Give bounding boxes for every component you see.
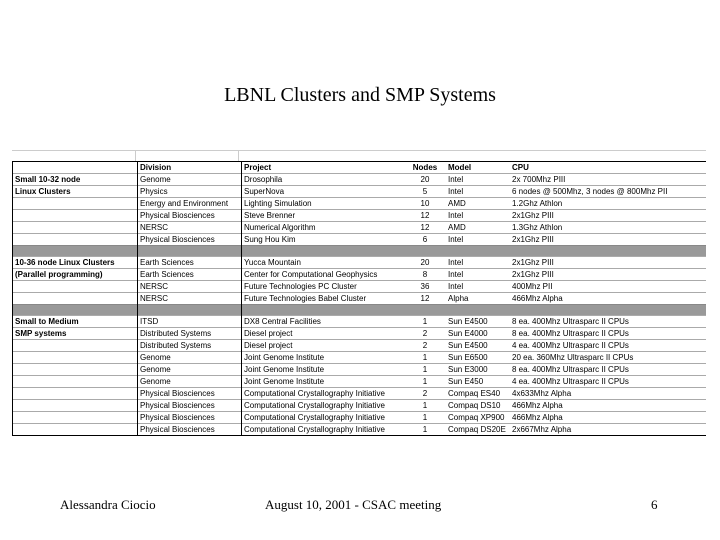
table-cell: 10-36 node Linux Clusters (13, 257, 138, 269)
table-row (13, 198, 707, 210)
table-cell: 2x 700Mhz PIII (510, 174, 706, 186)
table-cell: 6 nodes @ 500Mhz, 3 nodes @ 800Mhz PII (510, 186, 706, 198)
table-cell: 5 (404, 186, 446, 198)
table-cell: 1 (404, 424, 446, 436)
table-row (13, 234, 707, 246)
table-row (13, 210, 707, 222)
table-cell (13, 198, 138, 210)
table-cell: Physical Biosciences (138, 234, 242, 246)
table-cell (13, 400, 138, 412)
table-cell (13, 412, 138, 424)
table-cell: Physical Biosciences (138, 210, 242, 222)
table-row (13, 412, 707, 424)
table-cell (13, 210, 138, 222)
table-cell: Sun E450 (446, 376, 510, 388)
table-cell (138, 305, 242, 316)
table-cell: Lighting Simulation (242, 198, 405, 210)
table-cell: Sun E4500 (446, 340, 510, 352)
table-cell: 12 (404, 222, 446, 234)
table-cell: Intel (446, 269, 510, 281)
table-header-row (13, 162, 707, 174)
table-cell: Distributed Systems (138, 328, 242, 340)
table-cell: Division (138, 162, 242, 174)
table-cell: Physics (138, 186, 242, 198)
table-cell (13, 340, 138, 352)
table-cell: 8 ea. 400Mhz Ultrasparc II CPUs (510, 328, 706, 340)
table-cell: 12 (404, 210, 446, 222)
table-cell: NERSC (138, 281, 242, 293)
table-cell: Center for Computational Geophysics (242, 269, 405, 281)
table-row (13, 281, 707, 293)
table-row (13, 328, 707, 340)
table-cell: Future Technologies PC Cluster (242, 281, 405, 293)
table-cell: 4 ea. 400Mhz Ultrasparc II CPUs (510, 376, 706, 388)
table-cell (138, 246, 242, 257)
table-cell: Intel (446, 257, 510, 269)
table-cell: 2x1Ghz PIII (510, 234, 706, 246)
table-cell (242, 246, 405, 257)
table-cell: Genome (138, 352, 242, 364)
table-cell: ITSD (138, 316, 242, 328)
table-cell: Genome (138, 174, 242, 186)
table-cell (13, 162, 138, 174)
table-cell (13, 352, 138, 364)
table-cell: DX8 Central Facilities (242, 316, 405, 328)
table-cell: 12 (404, 293, 446, 305)
table-cell (510, 246, 706, 257)
table-cell: 6 (404, 234, 446, 246)
table-cell: Linux Clusters (13, 186, 138, 198)
table-cell (13, 305, 138, 316)
table-row (13, 352, 707, 364)
table-cell: (Parallel programming) (13, 269, 138, 281)
group-separator-row (13, 246, 707, 257)
table-cell: 8 ea. 400Mhz Ultrasparc II CPUs (510, 364, 706, 376)
table-cell: Intel (446, 186, 510, 198)
table-cell: Compaq ES40 (446, 388, 510, 400)
table-cell: Future Technologies Babel Cluster (242, 293, 405, 305)
table-cell (13, 281, 138, 293)
clusters-table (12, 161, 706, 436)
table-cell: 466Mhz Alpha (510, 293, 706, 305)
table-cell: Project (242, 162, 405, 174)
table-cell: Intel (446, 210, 510, 222)
table-cell (510, 305, 706, 316)
table-cell (13, 364, 138, 376)
table-cell (13, 293, 138, 305)
table-cell: Small 10-32 node (13, 174, 138, 186)
table-row (13, 186, 707, 198)
table-cell: Computational Crystallography Initiative (242, 400, 405, 412)
table-row (13, 257, 707, 269)
table-cell: 1 (404, 412, 446, 424)
table-cell: SuperNova (242, 186, 405, 198)
table-cell: Earth Sciences (138, 269, 242, 281)
table-cell: 1 (404, 400, 446, 412)
table-cell: 2x1Ghz PIII (510, 210, 706, 222)
table-cell: 2x1Ghz PIII (510, 257, 706, 269)
table-cell (13, 388, 138, 400)
table-cell: 4x633Mhz Alpha (510, 388, 706, 400)
table-row (13, 340, 707, 352)
table-cell: 4 ea. 400Mhz Ultrasparc II CPUs (510, 340, 706, 352)
table-row (13, 269, 707, 281)
table-cell: Intel (446, 281, 510, 293)
table-row (13, 174, 707, 186)
table-cell: Genome (138, 364, 242, 376)
table-cell: Computational Crystallography Initiative (242, 388, 405, 400)
table-cell: Diesel project (242, 340, 405, 352)
table-cell: Genome (138, 376, 242, 388)
table-cell: 400Mhz PII (510, 281, 706, 293)
table-cell: 10 (404, 198, 446, 210)
group-separator-row (13, 305, 707, 316)
table-row (13, 400, 707, 412)
table-row (13, 222, 707, 234)
table-cell (242, 305, 405, 316)
table-cell: Compaq DS10 (446, 400, 510, 412)
table-cell: Sun E4000 (446, 328, 510, 340)
table-cell: 8 ea. 400Mhz Ultrasparc II CPUs (510, 316, 706, 328)
table-cell: Sung Hou Kim (242, 234, 405, 246)
table-cell: Intel (446, 174, 510, 186)
table-cell: SMP systems (13, 328, 138, 340)
table-cell: 1.3Ghz Athlon (510, 222, 706, 234)
table-cell: Compaq DS20E (446, 424, 510, 436)
table-cell: 466Mhz Alpha (510, 412, 706, 424)
table-row (13, 364, 707, 376)
table-cell: 1.2Ghz Athlon (510, 198, 706, 210)
table-cell: Sun E6500 (446, 352, 510, 364)
table-cell: Earth Sciences (138, 257, 242, 269)
table-cell: Physical Biosciences (138, 424, 242, 436)
footer-page-number: 6 (651, 497, 658, 512)
table-cell: 1 (404, 352, 446, 364)
table-row (13, 376, 707, 388)
table-cell: Sun E4500 (446, 316, 510, 328)
table-cell: Distributed Systems (138, 340, 242, 352)
table-cell: NERSC (138, 293, 242, 305)
table-cell: Computational Crystallography Initiative (242, 424, 405, 436)
table-cell: Compaq XP900 (446, 412, 510, 424)
footer-event: August 10, 2001 - CSAC meeting (265, 497, 442, 512)
table-cell: Yucca Mountain (242, 257, 405, 269)
footer-author: Alessandra Ciocio (60, 497, 156, 512)
table-cell: Sun E3000 (446, 364, 510, 376)
slide-title: LBNL Clusters and SMP Systems (224, 84, 496, 106)
table-cell: Drosophila (242, 174, 405, 186)
table-cell: 20 ea. 360Mhz Ultrasparc II CPUs (510, 352, 706, 364)
table-cell: 2 (404, 340, 446, 352)
table-cell: Alpha (446, 293, 510, 305)
table-cell: Energy and Environment (138, 198, 242, 210)
table-cell (446, 305, 510, 316)
table-cell: NERSC (138, 222, 242, 234)
table-cell: Diesel project (242, 328, 405, 340)
table-cell: Joint Genome Institute (242, 376, 405, 388)
table-cell: AMD (446, 198, 510, 210)
table-cell: CPU (510, 162, 706, 174)
table-row (13, 316, 707, 328)
table-cell (13, 246, 138, 257)
table-cell: Numerical Algorithm (242, 222, 405, 234)
table-cell: 1 (404, 376, 446, 388)
table-cell (404, 305, 446, 316)
table-cell: 1 (404, 364, 446, 376)
table-cell (13, 376, 138, 388)
table-cell: Computational Crystallography Initiative (242, 412, 405, 424)
table-cell: 2x667Mhz Alpha (510, 424, 706, 436)
table-cell: 466Mhz Alpha (510, 400, 706, 412)
table-cell: Physical Biosciences (138, 400, 242, 412)
table-cell: Joint Genome Institute (242, 364, 405, 376)
table-cell (13, 222, 138, 234)
table-cell: 2 (404, 388, 446, 400)
table-row (13, 293, 707, 305)
table-cell: Nodes (404, 162, 446, 174)
table-cell (13, 424, 138, 436)
table-cell: AMD (446, 222, 510, 234)
table-cell: Physical Biosciences (138, 412, 242, 424)
table-cell: 20 (404, 174, 446, 186)
table-cell (13, 234, 138, 246)
table-cell: 20 (404, 257, 446, 269)
table-row (13, 388, 707, 400)
table-cell: 1 (404, 316, 446, 328)
table-cell (446, 246, 510, 257)
table-row (13, 424, 707, 436)
table-cell (404, 246, 446, 257)
table-cell: 2 (404, 328, 446, 340)
table-cell: 36 (404, 281, 446, 293)
table-cell: 8 (404, 269, 446, 281)
table-cell: 2x1Ghz PIII (510, 269, 706, 281)
table-cell: Small to Medium (13, 316, 138, 328)
table-cell: Joint Genome Institute (242, 352, 405, 364)
table-cell: Steve Brenner (242, 210, 405, 222)
table-cell: Intel (446, 234, 510, 246)
table-cell: Model (446, 162, 510, 174)
table-cell: Physical Biosciences (138, 388, 242, 400)
